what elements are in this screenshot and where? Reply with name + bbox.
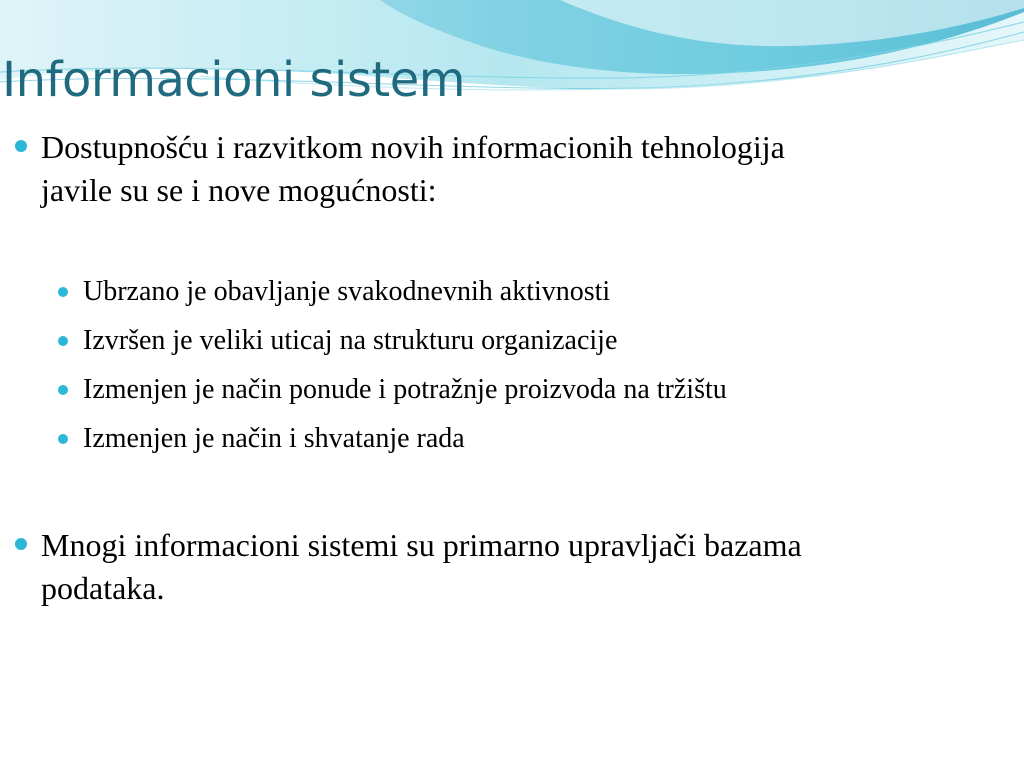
sub-bullet-text: Ubrzano je obavljanje svakodnevnih aktivnosti <box>83 276 611 307</box>
round-bullet-icon <box>58 385 68 395</box>
bullet-text-line: javile su se i nove mogućnosti: <box>41 172 437 208</box>
bullet-text <box>41 126 785 212</box>
round-bullet-icon <box>58 287 68 297</box>
slide-title: Informacioni sistem <box>2 52 465 108</box>
sub-bullet-text: Izvršen je veliki uticaj na strukturu organizacije <box>83 325 618 356</box>
sub-bullet-text: Izmenjen je način i shvatanje rada <box>83 423 465 454</box>
bullet-text <box>41 524 802 610</box>
round-bullet-icon <box>15 140 27 152</box>
sub-bullet-text: Izmenjen je način ponude i potražnje proizvoda na tržištu <box>83 374 727 405</box>
bullet-text-line: Dostupnošću i razvitkom novih informacionih tehnologija <box>41 129 785 165</box>
bullet-text-line: podataka. <box>41 570 165 606</box>
round-bullet-icon <box>58 336 68 346</box>
round-bullet-icon <box>58 434 68 444</box>
round-bullet-icon <box>15 538 27 550</box>
bullet-text-line: Mnogi informacioni sistemi su primarno upravljači bazama <box>41 527 802 563</box>
